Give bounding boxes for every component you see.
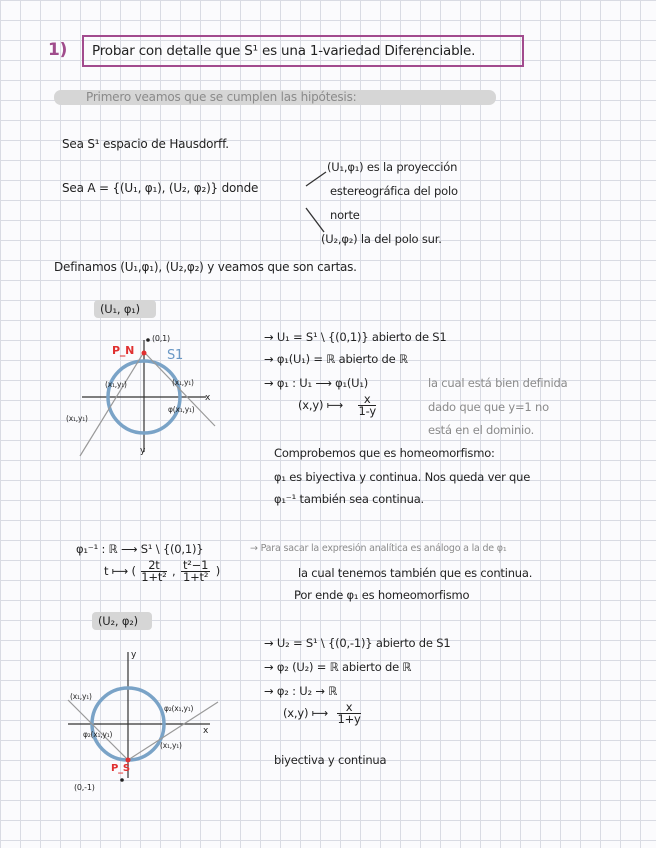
chart2-item-3: → φ₂ : U₂ → ℝ (264, 684, 338, 698)
chart1-item-3: → φ₁ : U₁ ⟶ φ₁(U₁) (264, 376, 369, 390)
chart1-x-label: x (205, 393, 211, 403)
chart2-fraction (337, 702, 360, 725)
inverse-f2-den: 1+t² (182, 570, 209, 584)
inverse-map-suffix: ) (215, 564, 220, 578)
brace-top-line-1: (U₁,φ₁) es la proyección (327, 160, 458, 174)
chart1-point-right-outer: φ(x₁,y₁) (168, 405, 195, 414)
chart1-check-3: φ₁⁻¹ también sea continua. (274, 492, 425, 506)
chart2-pole-label: P_S (111, 763, 130, 774)
subtitle-text: Primero veamos que se cumplen las hipótesis: (86, 90, 357, 104)
inverse-lhs: φ₁⁻¹ : ℝ ⟶ S¹ \ {(0,1)} (76, 542, 204, 556)
inverse-f1-num: 2t (141, 560, 166, 572)
chart2-diagram (60, 648, 230, 798)
chart1-top-dot (146, 338, 150, 342)
chart2-map-row (283, 702, 363, 725)
inverse-fraction-2 (181, 560, 210, 583)
chart2-bottom-dot (120, 778, 124, 782)
inverse-map-row: t ⟼ ( $\frac{2t}{\text{1+t²}}$ , $\frac{\text{t²−1}}{\text{1+t²}}$ ) (104, 558, 220, 584)
chart1-projection-line-1 (80, 352, 144, 456)
chart1-point-right-inner: (x₁,y₁) (172, 378, 194, 387)
chart1-fraction (358, 394, 375, 417)
chart1-note-1: la cual está bien definida (428, 376, 568, 390)
chart2-y-label: y (131, 650, 137, 660)
chart2-x-label: x (203, 726, 209, 736)
brace-bottom-line: (U₂,φ₂) la del polo sur. (321, 232, 442, 246)
chart2-bottom-point-label: (0,-1) (74, 783, 95, 792)
chart1-point-left-inner: (x₁,y₁) (105, 380, 127, 389)
chart1-check-2: φ₁ es biyectiva y continua. Nos queda ver que (274, 470, 531, 484)
chart2-point-right: φ₂(x₁,y₁) (164, 704, 194, 713)
chart2-frac-num: x (337, 702, 360, 714)
chart2-item-2: → φ₂ (U₂) = ℝ abierto de ℝ (264, 660, 412, 674)
chart2-point-left-low: φ₂(x₁,y₁) (83, 730, 113, 739)
chart1-top-point-label: (0,1) (152, 334, 170, 343)
chart2-item-1: → U₂ = S¹ \ {(0,-1)} abierto de S1 (264, 636, 451, 650)
inverse-map-prefix: t ⟼ ( (104, 564, 136, 578)
chart1-note-3: está en el dominio. (428, 423, 535, 437)
title-text: Probar con detalle que S¹ es una 1-variedad Diferenciable. (92, 43, 476, 59)
chart1-pole-dot (142, 351, 147, 356)
chart2-heading: (U₂, φ₂) (98, 614, 138, 628)
inverse-continuity-2: Por ende φ₁ es homeomorfismo (294, 588, 470, 602)
chart2-map-domain: (x,y) ⟼ (283, 706, 328, 720)
chart2-frac-den: 1+y (337, 712, 361, 726)
brace-lines (300, 170, 330, 240)
chart1-map-row (298, 394, 378, 417)
inverse-f1-den: 1+t² (141, 570, 167, 584)
chart1-frac-den: 1-y (358, 404, 376, 418)
chart1-point-left-outer: (x₁,y₁) (66, 414, 88, 423)
exercise-number: 1) (48, 40, 68, 60)
chart1-circle-label: S1 (167, 348, 184, 363)
chart1-frac-num: x (358, 394, 375, 406)
title-box (82, 35, 524, 67)
chart2-point-left: (x₁,y₁) (70, 692, 92, 701)
brace-top-line-3: norte (330, 208, 360, 222)
chart1-y-label: y (140, 446, 146, 456)
inverse-f2-num: t²−1 (182, 558, 209, 572)
inverse-fraction-1 (141, 560, 166, 583)
chart2-pole-dot (126, 758, 131, 763)
hausdorff-line: Sea S¹ espacio de Hausdorff. (62, 137, 229, 151)
chart1-map-domain: (x,y) ⟼ (298, 398, 343, 412)
chart1-item-2: → φ₁(U₁) = ℝ abierto de ℝ (264, 352, 408, 366)
brace-top-line-2: estereográfica del polo (330, 184, 458, 198)
chart1-item-1: → U₁ = S¹ \ {(0,1)} abierto de S1 (264, 330, 447, 344)
chart1-note-2: dado que que y=1 no (428, 400, 549, 414)
define-line: Definamos (U₁,φ₁), (U₂,φ₂) y veamos que son cartas. (54, 260, 357, 274)
chart1-pole-label: P_N (112, 344, 135, 357)
chart1-projection-line-2 (144, 352, 215, 426)
inverse-continuity-1: la cual tenemos también que es continua. (298, 566, 533, 580)
inverse-arrow-note: → Para sacar la expresión analítica es análogo a la de φ₁ (250, 543, 507, 554)
chart1-check-1: Comprobemos que es homeomorfismo: (274, 446, 495, 460)
chart2-conclusion: biyectiva y continua (274, 753, 387, 767)
atlas-line: Sea A = {(U₁, φ₁), (U₂, φ₂)} donde (62, 181, 259, 195)
chart1-heading: (U₁, φ₁) (100, 302, 140, 316)
chart2-point-right-low: (x₁,y₁) (160, 741, 182, 750)
